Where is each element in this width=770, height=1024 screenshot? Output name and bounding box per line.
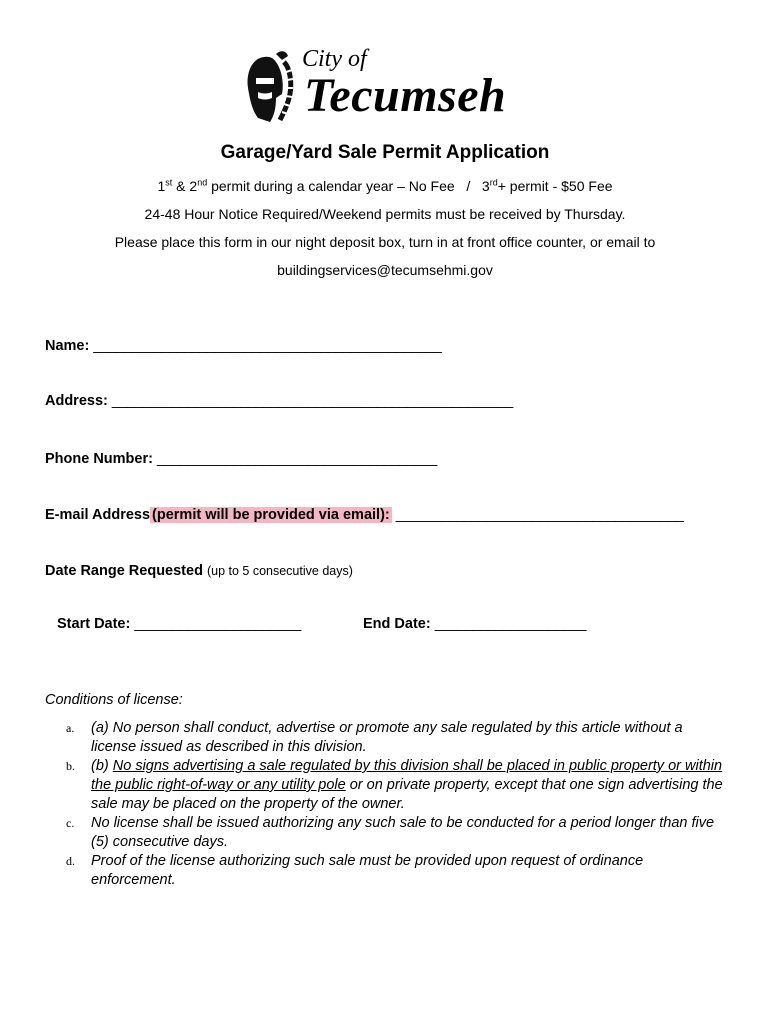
condition-item-b	[66, 757, 726, 814]
condition-marker: c.	[66, 816, 75, 830]
native-headdress-logo-icon	[240, 48, 300, 128]
condition-text-rest: or on private property, except that one sign advertising the sale may be placed on the property of the owner.	[91, 777, 723, 812]
date-range-label: Date Range Requested	[45, 563, 203, 579]
condition-text-prefix: (b)	[91, 758, 113, 774]
conditions-list	[66, 719, 726, 890]
condition-marker: b.	[66, 759, 75, 773]
address-label: Address:	[45, 393, 108, 409]
name-blank[interactable]: ______________________________________________	[93, 338, 442, 354]
phone-label: Phone Number:	[45, 451, 153, 467]
fee-line: 1st & 2nd permit during a calendar year – No Fee / 3rd+ permit - $50 Fee	[157, 177, 613, 194]
condition-text-underlined: No signs advertising a sale regulated by this division shall be placed in public property or within the public right-of-way or any utility pole	[91, 758, 723, 793]
address-field[interactable]	[45, 393, 513, 409]
name-label: Name:	[45, 338, 90, 354]
conditions-title: Conditions of license:	[45, 692, 183, 708]
email-address-line: buildingservices@tecumsehmi.gov	[277, 262, 493, 278]
logo-city-of-text: City of	[302, 46, 367, 72]
condition-item-d	[66, 852, 726, 890]
city-logo	[240, 44, 530, 128]
email-blank[interactable]: ______________________________________	[395, 507, 684, 523]
condition-item-a	[66, 719, 726, 757]
end-date-field[interactable]	[363, 616, 586, 632]
condition-text: Proof of the license authorizing such sale must be provided upon request of ordinance enforcement.	[91, 853, 644, 888]
condition-text: No license shall be issued authorizing any such sale to be conducted for a period longer than five (5) consecutive days.	[91, 815, 715, 850]
address-blank[interactable]: _____________________________________________________	[111, 393, 513, 409]
condition-text: (a) No person shall conduct, advertise or promote any sale regulated by this article without a license issued as described in this division.	[91, 720, 683, 755]
start-date-field[interactable]	[57, 616, 301, 632]
page-title: Garage/Yard Sale Permit Application	[220, 142, 550, 163]
condition-marker: d.	[66, 854, 75, 868]
email-note-highlight: (permit will be provided via email):	[152, 507, 390, 523]
notice-line: 24-48 Hour Notice Required/Weekend permits must be received by Thursday.	[144, 206, 626, 222]
date-range-note: (up to 5 consecutive days)	[206, 564, 353, 578]
phone-field[interactable]	[45, 451, 437, 467]
condition-item-c	[66, 814, 726, 852]
condition-marker: a.	[66, 721, 75, 735]
logo-city-name: Tecumseh	[304, 69, 507, 122]
end-date-blank[interactable]: ____________________	[434, 616, 586, 632]
end-date-label: End Date:	[363, 616, 431, 632]
phone-blank[interactable]: _____________________________________	[156, 451, 437, 467]
start-date-label: Start Date:	[57, 616, 131, 632]
date-range-heading	[45, 563, 353, 579]
email-label: E-mail Address	[45, 507, 151, 523]
email-field[interactable]	[45, 507, 683, 523]
name-field[interactable]	[45, 338, 441, 354]
instructions-line: Please place this form in our night deposit box, turn in at front office counter, or email to	[114, 234, 656, 250]
start-date-blank[interactable]: ______________________	[134, 616, 301, 632]
